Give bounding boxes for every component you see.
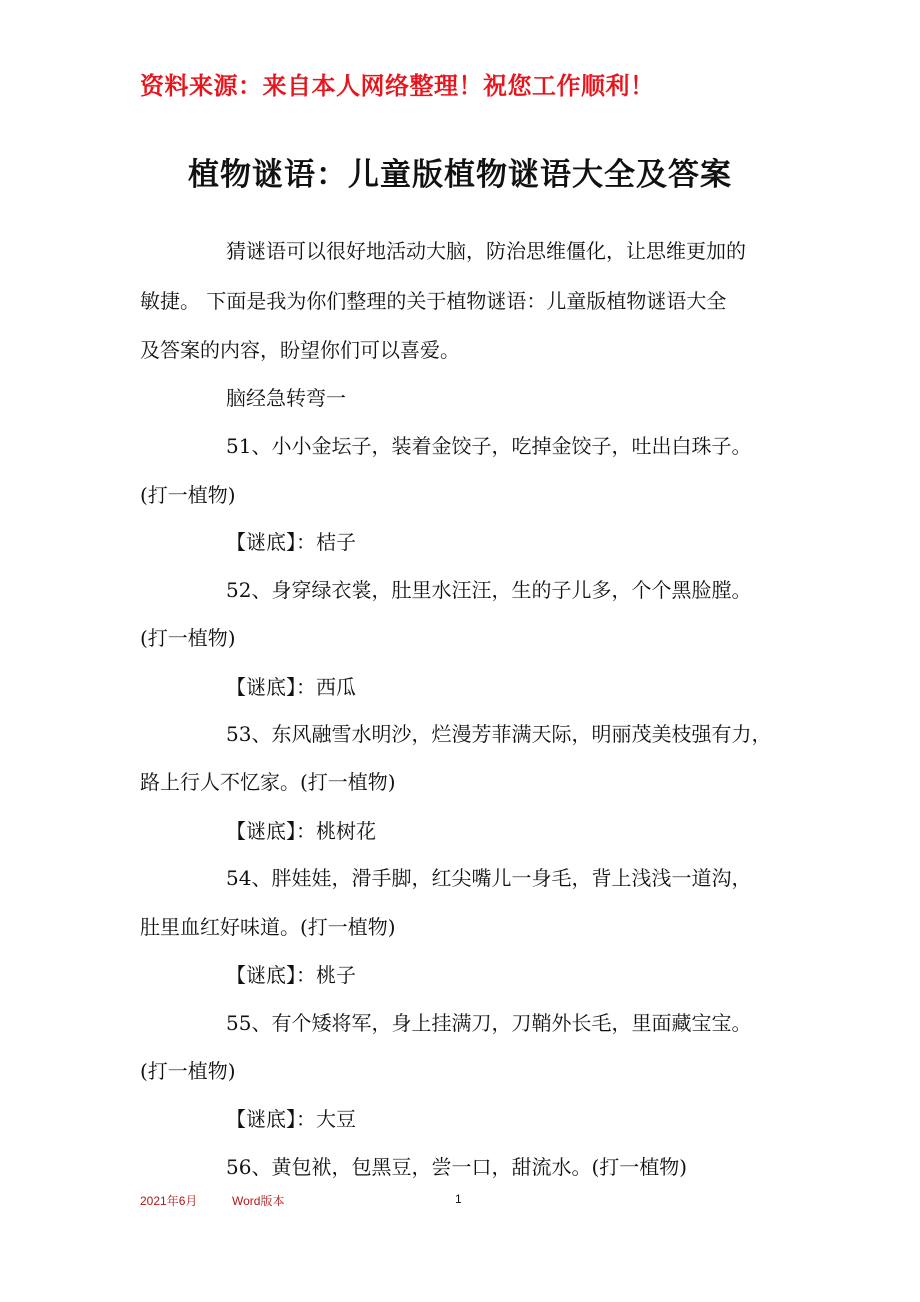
- riddle-56-line-1: 56、黄包袱，包黑豆，尝一口，甜流水。(打一植物): [226, 1155, 688, 1179]
- riddle-55-answer: 【谜底】：大豆: [226, 1107, 356, 1131]
- source-note: 资料来源：来自本人网络整理！祝您工作顺利！: [140, 72, 655, 100]
- document-title: 植物谜语：儿童版植物谜语大全及答案: [188, 157, 732, 193]
- riddle-52-line-1: 52、身穿绿衣裳，肚里水汪汪，生的子儿多，个个黑脸膛。: [226, 578, 752, 602]
- intro-line-3: 及答案的内容，盼望你们可以喜爱。: [140, 338, 460, 362]
- riddle-54-answer: 【谜底】：桃子: [226, 963, 356, 987]
- riddle-53-answer: 【谜底】：桃树花: [226, 819, 376, 843]
- riddle-51-answer: 【谜底】：桔子: [226, 530, 356, 554]
- riddle-55-line-1: 55、有个矮将军，身上挂满刀，刀鞘外长毛，里面藏宝宝。: [226, 1011, 752, 1035]
- riddle-53-line-1: 53、东风融雪水明沙，烂漫芳菲满天际，明丽茂美枝强有力，: [226, 722, 772, 746]
- footer-date: 2021年6月: [140, 1194, 198, 1208]
- intro-line-1: 猜谜语可以很好地活动大脑，防治思维僵化，让思维更加的: [226, 239, 746, 263]
- riddle-54-line-2: 肚里血红好味道。(打一植物): [140, 915, 396, 939]
- footer-page-number: 1: [455, 1192, 462, 1206]
- riddle-54-line-1: 54、胖娃娃，滑手脚，红尖嘴儿一身毛，背上浅浅一道沟，: [226, 866, 752, 890]
- riddle-52-answer: 【谜底】：西瓜: [226, 675, 356, 699]
- riddle-51-line-2: (打一植物): [140, 483, 236, 507]
- intro-line-2: 敏捷。 下面是我为你们整理的关于植物谜语：儿童版植物谜语大全: [140, 289, 727, 313]
- riddle-53-line-2: 路上行人不忆家。(打一植物): [140, 770, 396, 794]
- section-heading: 脑经急转弯一: [226, 386, 346, 410]
- riddle-55-line-2: (打一植物): [140, 1059, 236, 1083]
- riddle-51-line-1: 51、小小金坛子，装着金饺子，吃掉金饺子，吐出白珠子。: [226, 434, 752, 458]
- footer-version: Word版本: [232, 1194, 285, 1208]
- riddle-52-line-2: (打一植物): [140, 626, 236, 650]
